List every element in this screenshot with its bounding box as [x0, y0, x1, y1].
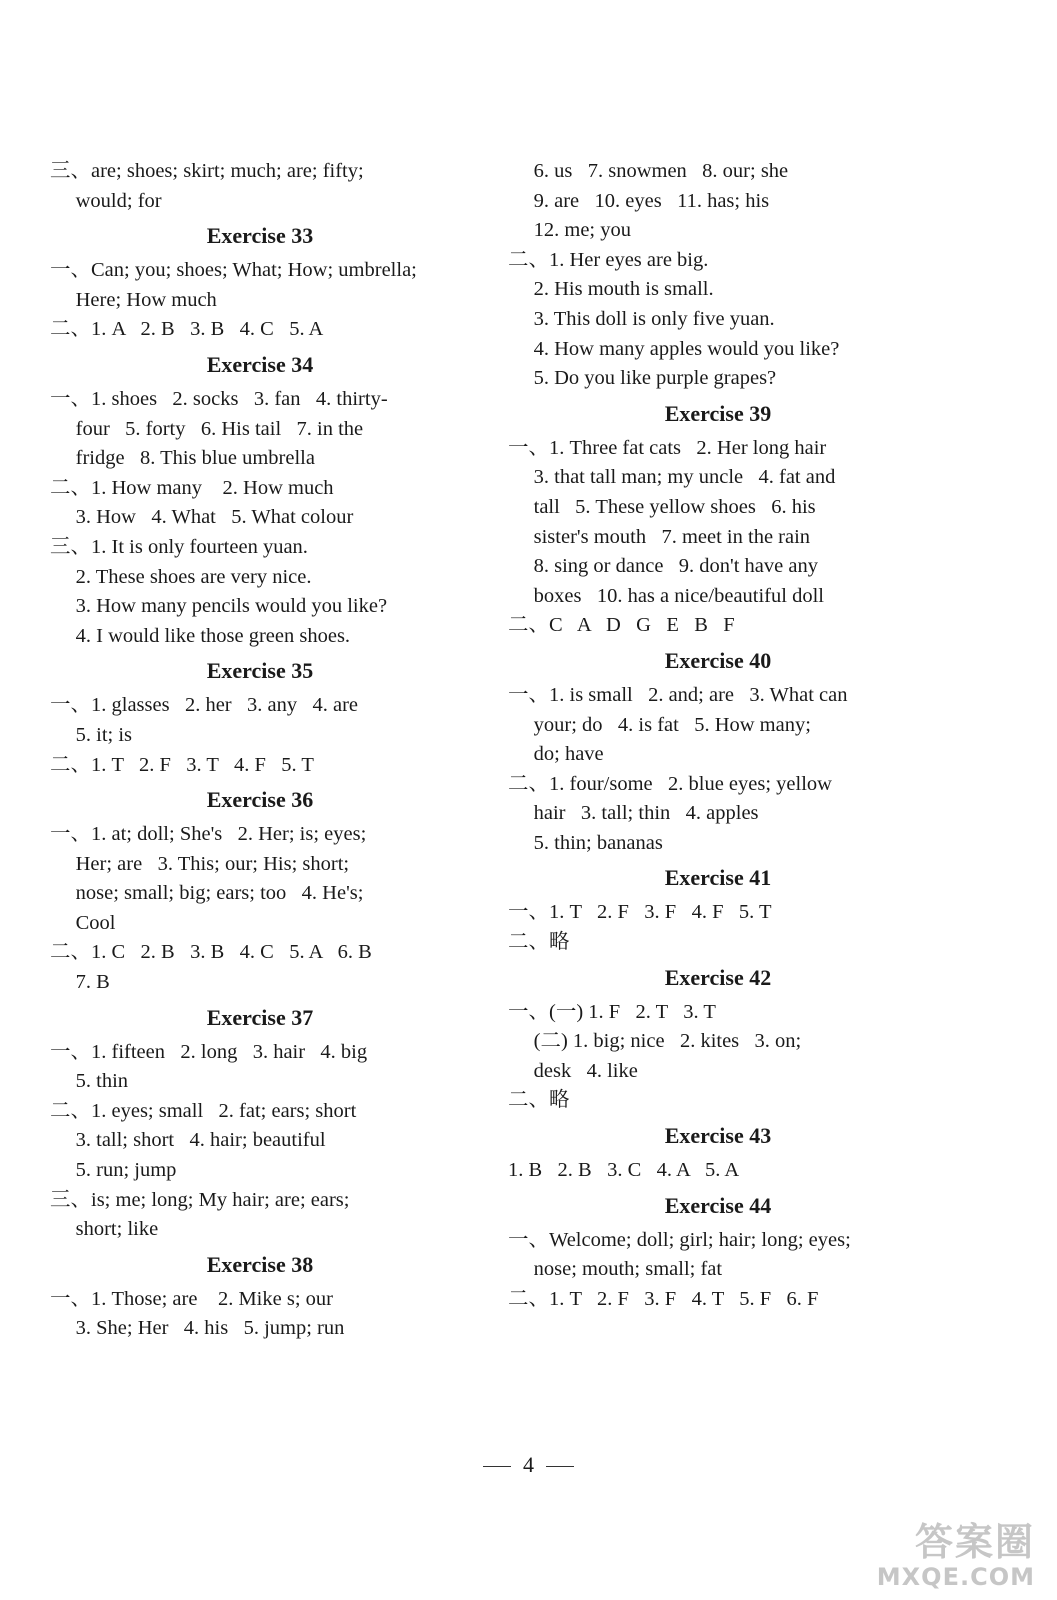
- folio-dash-right: [546, 1466, 574, 1467]
- answer-line: 二、1. T 2. F 3. F 4. T 5. F 6. F: [508, 1287, 819, 1310]
- answer-line: 一、Can; you; shoes; What; How; umbrella;: [50, 259, 417, 282]
- answer-line: fridge 8. This blue umbrella: [50, 447, 315, 470]
- answer-line: 4. How many apples would you like?: [508, 337, 840, 360]
- answer-line: 12. me; you: [508, 219, 631, 242]
- answer-line: (二) 1. big; nice 2. kites 3. on;: [508, 1030, 802, 1053]
- answer-line: 一、Welcome; doll; girl; hair; long; eyes;: [508, 1228, 851, 1251]
- answer-line: 3. This doll is only five yuan.: [508, 307, 775, 330]
- answer-line: 1. B 2. B 3. C 4. A 5. A: [508, 1159, 740, 1182]
- answer-line: 9. are 10. eyes 11. has; his: [508, 189, 770, 212]
- watermark: [877, 1520, 1035, 1590]
- exercise-heading: Exercise 35: [206, 658, 314, 684]
- exercise-heading: Exercise 34: [206, 351, 314, 377]
- answer-line: 二、略: [508, 1089, 570, 1112]
- answer-line: 一、1. Three fat cats 2. Her long hair: [508, 436, 827, 459]
- answer-line: 6. us 7. snowmen 8. our; she: [508, 160, 789, 182]
- answer-line: short; like: [50, 1218, 159, 1241]
- exercise-heading: Exercise 37: [206, 1004, 314, 1030]
- exercise-heading: Exercise 41: [664, 865, 772, 891]
- answer-line: 二、1. C 2. B 3. B 4. C 5. A 6. B: [50, 941, 372, 964]
- answer-line: hair 3. tall; thin 4. apples: [508, 802, 759, 825]
- answer-line: 二、C A D G E B F: [508, 614, 735, 637]
- answer-line: 2. These shoes are very nice.: [50, 565, 312, 588]
- answer-line: do; have: [508, 743, 604, 766]
- exercise-heading: Exercise 36: [206, 787, 314, 813]
- answer-line: 5. run; jump: [50, 1159, 177, 1182]
- exercise-heading: Exercise 42: [664, 964, 772, 990]
- answer-line: 二、1. four/some 2. blue eyes; yellow: [508, 772, 832, 795]
- answer-line: Cool: [50, 911, 116, 934]
- answer-line: 一、1. is small 2. and; are 3. What can: [508, 683, 848, 706]
- answer-line: 一、1. at; doll; She's 2. Her; is; eyes;: [50, 823, 367, 846]
- watermark-logo: 答案圈: [914, 1520, 1035, 1564]
- answer-line: 一、1. fifteen 2. long 3. hair 4. big: [50, 1040, 368, 1063]
- answer-line: 二、1. T 2. F 3. T 4. F 5. T: [50, 753, 314, 776]
- answer-line: nose; small; big; ears; too 4. He's;: [50, 882, 364, 905]
- answer-line: 2. His mouth is small.: [508, 278, 714, 301]
- answer-line: 3. How 4. What 5. What colour: [50, 506, 354, 529]
- answer-line: 5. thin: [50, 1070, 129, 1093]
- answer-line: 3. that tall man; my uncle 4. fat and: [508, 466, 836, 489]
- answer-line: 一、1. glasses 2. her 3. any 4. are: [50, 694, 359, 717]
- answer-line: 二、1. eyes; small 2. fat; ears; short: [50, 1099, 357, 1122]
- answer-line: 三、1. It is only fourteen yuan.: [50, 535, 308, 558]
- answer-line: your; do 4. is fat 5. How many;: [508, 713, 811, 736]
- answer-line: boxes 10. has a nice/beautiful doll: [508, 584, 824, 607]
- answer-line: 5. thin; bananas: [508, 831, 663, 854]
- answer-line: 一、1. Those; are 2. Mike s; our: [50, 1287, 333, 1310]
- answer-line: sister's mouth 7. meet in the rain: [508, 525, 811, 548]
- answer-line: 一、(一) 1. F 2. T 3. T: [508, 1000, 716, 1023]
- answer-line: Her; are 3. This; our; His; short;: [50, 852, 350, 875]
- page-number-text: 4: [523, 1452, 534, 1477]
- exercise-heading: Exercise 38: [206, 1251, 314, 1277]
- answer-line: desk 4. like: [508, 1059, 638, 1082]
- answer-line: 二、1. Her eyes are big.: [508, 248, 709, 271]
- left-column: [50, 157, 470, 1344]
- folio-dash-left: [483, 1466, 511, 1467]
- answer-line: 三、are; shoes; skirt; much; are; fifty;: [50, 160, 364, 182]
- answer-line: 3. How many pencils would you like?: [50, 595, 388, 618]
- exercise-heading: Exercise 39: [664, 400, 772, 426]
- answer-line: 二、1. How many 2. How much: [50, 476, 334, 499]
- answer-line: Here; How much: [50, 288, 217, 311]
- answer-line: 4. I would like those green shoes.: [50, 624, 351, 647]
- answer-line: would; for: [50, 189, 162, 212]
- watermark-site: MXQE.COM: [876, 1563, 1035, 1591]
- answer-line: nose; mouth; small; fat: [508, 1258, 723, 1281]
- answer-line: 二、略: [508, 931, 570, 954]
- page-number: [0, 1452, 1057, 1478]
- answer-line: four 5. forty 6. His tail 7. in the: [50, 417, 364, 440]
- answer-line: 一、1. shoes 2. socks 3. fan 4. thirty-: [50, 387, 388, 410]
- answer-line: 5. it; is: [50, 723, 133, 746]
- right-column: [508, 157, 928, 1314]
- exercise-heading: Exercise 40: [664, 647, 772, 673]
- answer-line: 二、1. A 2. B 3. B 4. C 5. A: [50, 318, 324, 341]
- exercise-heading: Exercise 44: [664, 1192, 772, 1218]
- answer-line: 三、is; me; long; My hair; are; ears;: [50, 1188, 350, 1211]
- answer-line: 3. tall; short 4. hair; beautiful: [50, 1129, 326, 1152]
- answer-line: 3. She; Her 4. his 5. jump; run: [50, 1317, 345, 1340]
- answer-line: 5. Do you like purple grapes?: [508, 367, 777, 390]
- exercise-heading: Exercise 33: [206, 223, 314, 249]
- answer-line: 一、1. T 2. F 3. F 4. F 5. T: [508, 901, 772, 924]
- exercise-heading: Exercise 43: [664, 1123, 772, 1149]
- answer-line: tall 5. These yellow shoes 6. his: [508, 495, 816, 518]
- answer-line: 8. sing or dance 9. don't have any: [508, 555, 818, 578]
- answer-line: 7. B: [50, 971, 110, 994]
